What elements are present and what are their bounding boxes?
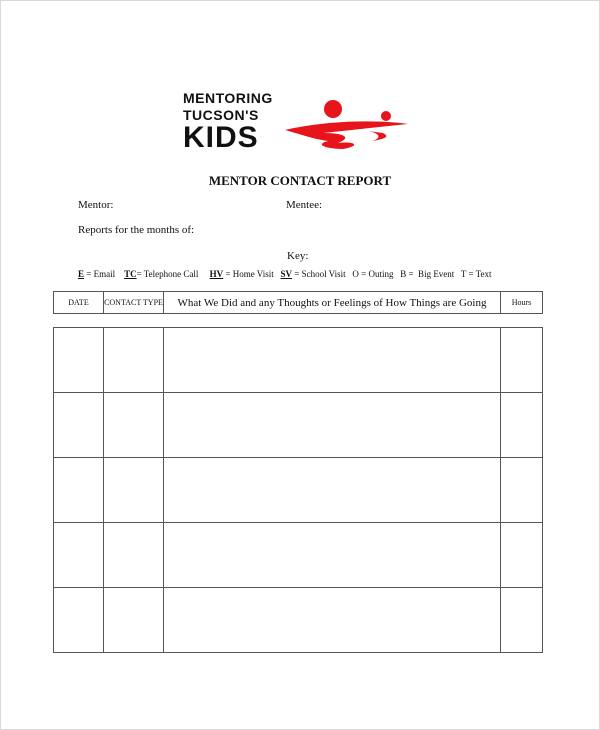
date-cell[interactable]	[54, 523, 104, 588]
description-cell[interactable]	[164, 588, 501, 653]
key-code: HV	[209, 269, 224, 279]
hours-cell[interactable]	[501, 458, 543, 523]
date-cell[interactable]	[54, 328, 104, 393]
key-desc: = Email	[84, 269, 116, 279]
description-cell[interactable]	[164, 458, 501, 523]
key-desc: = Home Visit	[223, 269, 274, 279]
logo-line-3: KIDS	[183, 121, 259, 154]
key-code: E	[78, 269, 85, 279]
date-cell[interactable]	[54, 393, 104, 458]
key-desc: = School Visit	[292, 269, 346, 279]
hours-cell[interactable]	[501, 328, 543, 393]
header-table	[53, 291, 543, 314]
table-row	[54, 328, 543, 393]
col-hours: Hours	[501, 292, 543, 314]
key-label: Key:	[287, 250, 309, 262]
col-date: DATE	[54, 292, 104, 314]
description-cell[interactable]	[164, 328, 501, 393]
key-legend	[78, 269, 492, 279]
date-cell[interactable]	[54, 458, 104, 523]
mentor-label: Mentor:	[78, 199, 114, 211]
date-cell[interactable]	[54, 588, 104, 653]
logo-line-2: TUCSON'S	[183, 107, 259, 123]
mentee-label: Mentee:	[286, 199, 323, 211]
col-description: What We Did and any Thoughts or Feelings of How Things are Going	[164, 292, 501, 314]
logo-line-1: MENTORING	[183, 90, 273, 106]
key-rest: O = Outing B = Big Event T = Text	[352, 269, 492, 279]
description-cell[interactable]	[164, 393, 501, 458]
table-row	[54, 523, 543, 588]
key-desc: = Telephone Call	[136, 269, 199, 279]
entries-table	[53, 327, 543, 653]
contact-type-cell[interactable]	[104, 588, 164, 653]
hours-cell[interactable]	[501, 588, 543, 653]
contact-type-cell[interactable]	[104, 523, 164, 588]
logo-figure-icon	[283, 97, 413, 157]
hours-cell[interactable]	[501, 393, 543, 458]
table-row	[54, 588, 543, 653]
hours-cell[interactable]	[501, 523, 543, 588]
contact-type-cell[interactable]	[104, 393, 164, 458]
logo	[183, 91, 273, 153]
page-title: MENTOR CONTACT REPORT	[208, 173, 392, 188]
col-contact-type: CONTACT TYPE	[104, 292, 164, 314]
description-cell[interactable]	[164, 523, 501, 588]
table-row	[54, 393, 543, 458]
contact-type-cell[interactable]	[104, 458, 164, 523]
key-code: SV	[280, 269, 293, 279]
key-code: TC	[124, 269, 137, 279]
months-label: Reports for the months of:	[78, 224, 195, 236]
contact-type-cell[interactable]	[104, 328, 164, 393]
table-row	[54, 458, 543, 523]
